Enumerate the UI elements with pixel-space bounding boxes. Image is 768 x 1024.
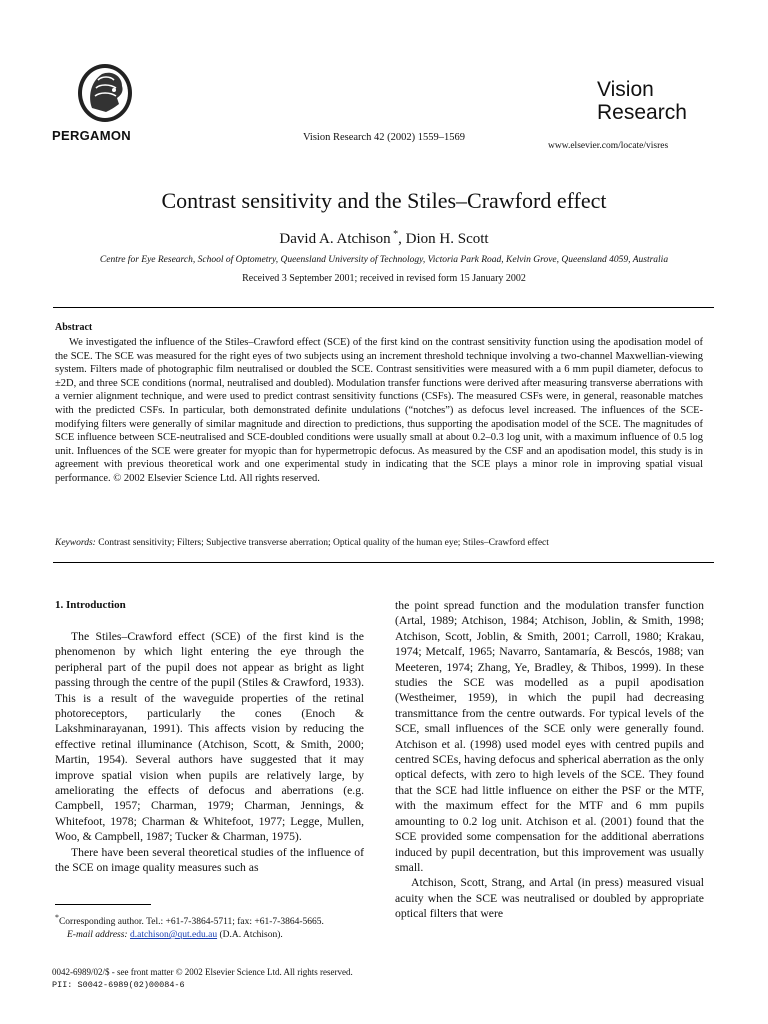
left-column — [55, 629, 364, 876]
intro-paragraph-1: The Stiles–Crawford effect (SCE) of the first kind is the phenomenon by which light entering the eye through the peripheral part of the pupil does not appear as bright as light passing through the centre of the pupil (Stiles & Crawford, 1933). This is a result of the waveguide properties of the retinal photoreceptors, particularly the cones (Enoch & Lakshminarayanan, 1991). This affects vision by reducing the effective retinal illuminance (Atchison, Scott, & Smith, 2000; Martin, 1954). Several authors have suggested that it may improve spatial vision when pupils are relatively large, by ameliorating the effects of defocus and aberrations (e.g. Campbell, 1957; Charman, 1979; Charman, Jennings, & Whitefoot, 1978; Charman & Whitefoot, 1977; Legge, Mullen, Woo, & Campbell, 1987; Tucker & Charman, 1975). — [55, 630, 364, 844]
email-suffix: (D.A. Atchison). — [217, 930, 283, 941]
divider-bottom — [53, 562, 714, 563]
footnote-divider — [55, 904, 151, 905]
footnote-contact-text: Corresponding author. Tel.: +61-7-3864-5711; fax: +61-7-3864-5665. — [58, 917, 324, 928]
issn-line: 0042-6989/02/$ - see front matter © 2002 Elsevier Science Ltd. All rights reserved. — [52, 967, 353, 977]
footer — [52, 966, 353, 992]
right-column — [395, 598, 704, 922]
journal-citation: Vision Research 42 (2002) 1559–1569 — [302, 132, 466, 143]
affiliation: Centre for Eye Research, School of Optometry, Queensland University of Technology, Victoria Park Road, Kelvin Grove, Queensland 4059, Australia — [99, 255, 669, 265]
footnote — [55, 911, 364, 942]
author-2: , Dion H. Scott — [398, 231, 489, 247]
author-1: David A. Atchison — [279, 231, 391, 247]
journal-title-line2: Research — [597, 101, 687, 124]
footnote-contact — [55, 911, 364, 929]
pii-line: PII: S0042-6989(02)00084-6 — [52, 980, 185, 990]
section-heading-introduction: 1. Introduction — [55, 599, 126, 611]
email-label: E-mail address: — [67, 930, 128, 941]
received-dates: Received 3 September 2001; received in revised form 15 January 2002 — [242, 273, 526, 284]
abstract-heading: Abstract — [55, 322, 93, 333]
keywords — [55, 538, 715, 548]
publisher-name: PERGAMON — [52, 128, 131, 143]
corresponding-author-mark[interactable]: * — [390, 229, 399, 240]
journal-url[interactable]: www.elsevier.com/locate/visres — [548, 141, 669, 151]
footnote-email — [55, 929, 364, 942]
divider-top — [53, 307, 714, 308]
abstract-text: We investigated the influence of the Stiles–Crawford effect (SCE) of the first kind on the contrast sensitivity function using the apodisation model of the SCE. The SCE was measured for the right eyes of two subjects using an increment threshold technique involving a two-channel Maxwellian-viewing system. Filters made of photographic film neutralised or doubled the SCE. Contrast sensitivities were measured with a 6 mm pupil diameter, defocus to ±2D, and three SCE conditions (normal, neutralised and doubled). Modulation transfer functions were derived after measuring transverse aberrations with a vernier alignment technique, and were used to predict contrast sensitivity functions (CSFs). The measured CSFs were, in general, reasonable matches with the predicted CSFs. In particular, both demonstrated definite undulations (“notches”) as defocus level increased. The influences of the SCE-modifying filters were generally of similar magnitude and direction to predictions, thus supporting the apodisation model of the SCE. The magnitudes of SCE influence between SCE-neutralised and SCE-doubled conditions were usually small at about 0.2–0.3 log unit, with a maximum influence of 0.5 log unit. Influences of the SCE were greater for myopic than for hypermetropic defocus. As measured by the CSF and an apodisation model, this study is in agreement with previous theoretical work and one experimental study in indicating that the SCE plays a minor role in improving spatial visual performance. © 2002 Elsevier Science Ltd. All rights reserved. — [55, 337, 703, 484]
publisher-logo — [70, 62, 140, 124]
email-link[interactable]: d.atchison@qut.edu.au — [129, 930, 218, 941]
intro-paragraph-4: Atchison, Scott, Strang, and Artal (in press) measured visual acuity when the SCE was neutralised or doubled by appropriate optical filters that were — [395, 876, 704, 921]
keywords-list: Contrast sensitivity; Filters; Subjective transverse aberration; Optical quality of the human eye; Stiles–Crawford effect — [95, 538, 549, 548]
intro-paragraph-3: the point spread function and the modulation transfer function (Artal, 1989; Atchison, 1984; Atchison, Joblin, & Smith, 1998; Atchison, Scott, Joblin, & Smith, 2001; Carroll, 1980; Krakau, 1974; Metcalf, 1965; Navarro, Santamaría, & Bescós, 1988; van Meeteren, 1974; Zhang, Ye, Bradley, & Thibos, 1999). In these studies the SCE was modelled as a pupil apodisation (Westheimer, 1959), in which the pupil had decreasing transmittance from the centre outwards. For typical levels of the SCE, small influences of the SCE only were generally found. Atchison et al. (1998) used model eyes with centred pupils and centred SCEs, having defocus and spherical aberration as the only optical defects, with zero to high levels of the SCE. They found that the SCE had little influence on either the PSF or the MTF, with the maximum effect for the MTF and 6 mm pupils amounting to 0.2 log unit. Atchison et al. (2001) found that the SCE provided some compensation for the additional aberrations induced by pupil decentration, but this improvement was usually small. — [395, 599, 704, 874]
keywords-label: Keywords: — [55, 538, 96, 548]
journal-title-line1: Vision — [597, 78, 654, 101]
article-authors — [0, 229, 768, 248]
intro-paragraph-2: There have been several theoretical studies of the influence of the SCE on image quality measures such as — [55, 845, 364, 875]
footnote-mark: * — [55, 913, 59, 922]
article-title: Contrast sensitivity and the Stiles–Crawford effect — [161, 188, 607, 213]
journal-title — [597, 78, 687, 124]
